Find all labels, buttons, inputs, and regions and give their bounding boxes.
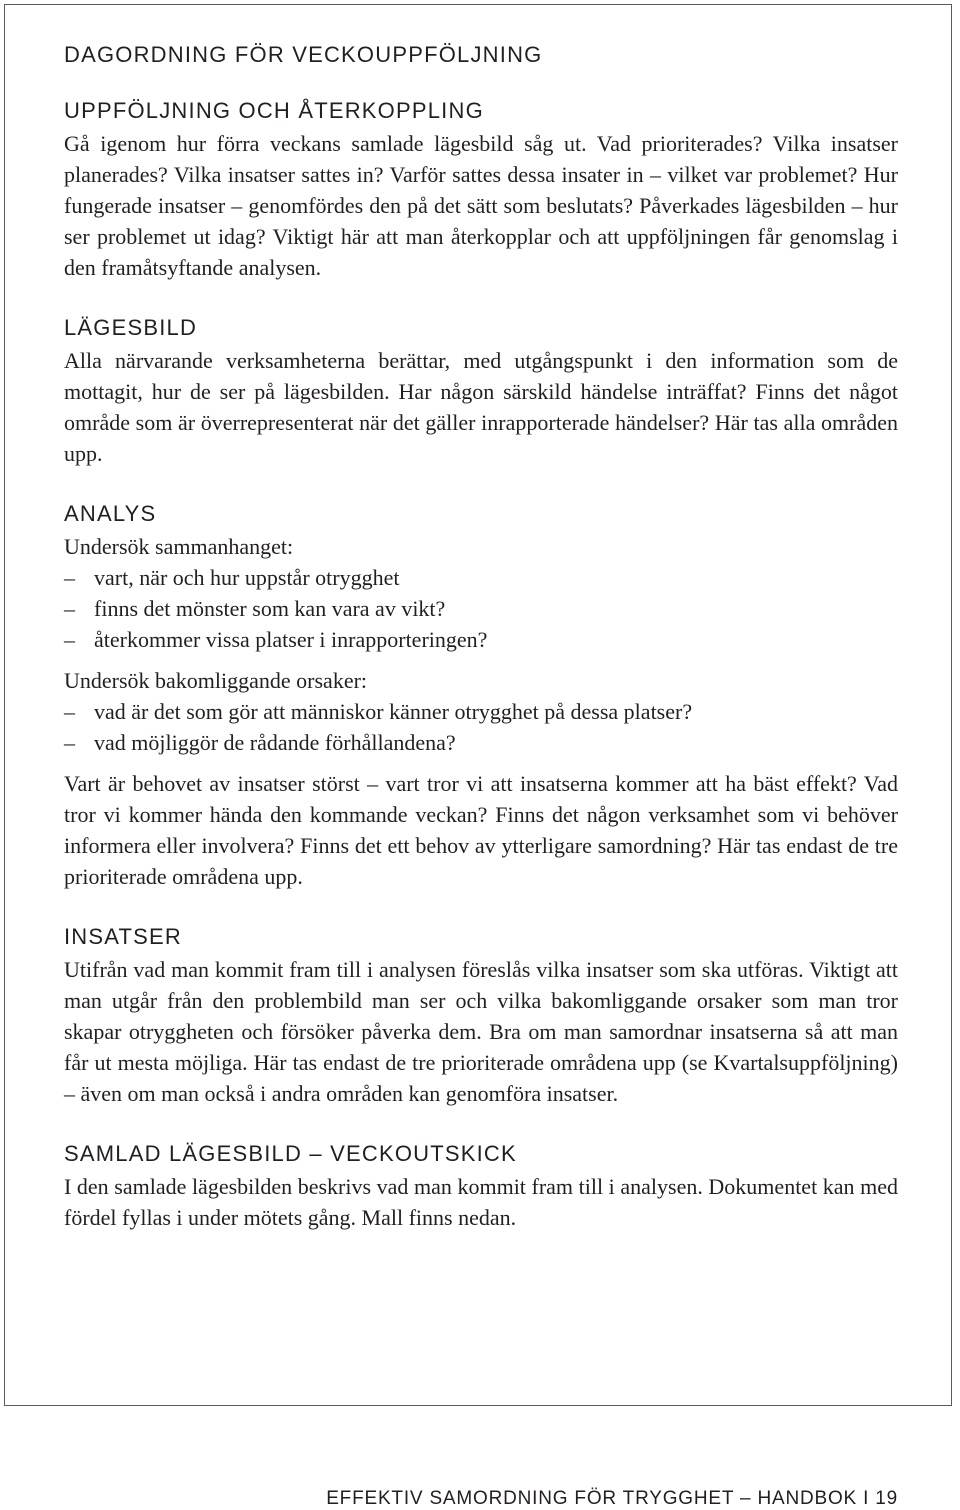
list-intro: Undersök sammanhanget: — [64, 534, 294, 559]
list-item-text: vad möjliggör de rådande förhållandena? — [94, 730, 456, 755]
section-heading: LÄGESBILD — [64, 315, 198, 340]
page-footer: EFFEKTIV SAMORDNING FÖR TRYGGHET – HANDBOK I 19 — [326, 1488, 898, 1509]
section-heading: ANALYS — [64, 501, 157, 526]
list-item-text: finns det mönster som kan vara av vikt? — [94, 596, 446, 621]
list-item — [64, 562, 898, 593]
section-paragraph: Alla närvarande verksamheterna berättar, med utgångspunkt i den information som de mottagit, hur de ser på lägesbilden. Har någon särskild händelse inträffat? Finns det något område som är överrepresenterat när det gäller inrapporterade händelser? Här tas alla områden upp. — [64, 348, 898, 466]
cause-question-list — [64, 696, 898, 758]
document-body — [64, 40, 898, 1263]
section-paragraph: Gå igenom hur förra veckans samlade lägesbild såg ut. Vad prioriterades? Vilka insatser planerades? Vilka insatser sattes in? Varför sattes dessa insater in – vilket var problemet? Hur fungerade insatser – genomfördes den på det sätt som beslutats? Påverkades lägesbilden – hur ser problemet ut idag? Viktigt här att man återkopplar och att uppföljningen får genomslag i den framåtsyftande analysen. — [64, 131, 898, 280]
list-item-text: återkommer vissa platser i inrapporteringen? — [94, 627, 488, 652]
dash-marker: – — [64, 596, 75, 621]
document-title: DAGORDNING FÖR VECKOUPPFÖLJNING — [64, 42, 543, 67]
section-analys — [64, 499, 898, 892]
section-paragraph: Vart är behovet av insatser störst – vart tror vi att insatserna kommer att ha bäst effekt? Vad tror vi kommer hända den kommande veckan? Finns det någon verksamhet som vi behöver informera eller involvera? Finns det ett behov av ytterligare samordning? Här tas endast de tre prioriterade områdena upp. — [64, 771, 898, 889]
list-item-text: vad är det som gör att människor känner otrygghet på dessa platser? — [94, 699, 693, 724]
list-item — [64, 593, 898, 624]
section-heading: SAMLAD LÄGESBILD – VECKOUTSKICK — [64, 1141, 517, 1166]
section-insatser — [64, 922, 898, 1109]
list-item — [64, 727, 898, 758]
list-item — [64, 624, 898, 655]
list-intro: Undersök bakomliggande orsaker: — [64, 668, 368, 693]
dash-marker: – — [64, 699, 75, 724]
section-uppfoljning — [64, 96, 898, 283]
dash-marker: – — [64, 730, 75, 755]
section-heading: INSATSER — [64, 924, 182, 949]
dash-marker: – — [64, 627, 75, 652]
list-item-text: vart, när och hur uppstår otrygghet — [94, 565, 400, 590]
section-samlad-lagesbild — [64, 1139, 898, 1233]
section-heading: UPPFÖLJNING OCH ÅTERKOPPLING — [64, 98, 484, 123]
spacer — [64, 758, 898, 768]
dash-marker: – — [64, 565, 75, 590]
context-question-list — [64, 562, 898, 655]
spacer — [64, 655, 898, 665]
section-lagesbild — [64, 313, 898, 469]
list-item — [64, 696, 898, 727]
section-paragraph: Utifrån vad man kommit fram till i analysen föreslås vilka insatser som ska utföras. Viktigt att man utgår från den problembild man ser och vilka bakomliggande orsaker som man tror skapar otryggheten och försöker påverka dem. Bra om man samordnar insatserna så att man får ut mesta möjliga. Här tas endast de tre prioriterade områdena upp (se Kvartalsuppföljning) – även om man också i andra områden kan genomföra insatser. — [64, 957, 898, 1106]
section-paragraph: I den samlade lägesbilden beskrivs vad man kommit fram till i analysen. Dokumentet kan med fördel fyllas i under mötets gång. Mall finns nedan. — [64, 1174, 898, 1230]
